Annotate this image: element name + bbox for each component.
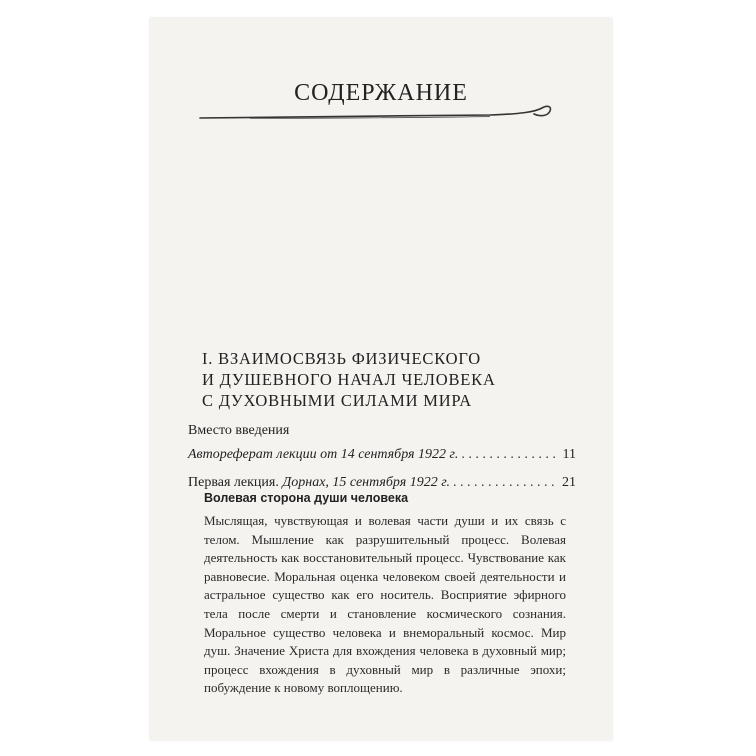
part-heading-line-3: С ДУХОВНЫМИ СИЛАМИ МИРА — [202, 391, 472, 410]
toc-entry-autoreferat[interactable] — [188, 446, 576, 464]
leader-dots — [453, 474, 557, 492]
toc-entry-first-lecture-title: Первая лекция. — [188, 475, 279, 490]
section-title: Волевая сторона души человека — [204, 491, 409, 505]
toc-entry-autoreferat-page: 11 — [562, 447, 576, 462]
part-heading-line-1: I. ВЗАИМОСВЯЗЬ ФИЗИЧЕСКОГО — [202, 349, 481, 368]
leader-dots — [461, 446, 557, 464]
part-heading-line-2: И ДУШЕВНОГО НАЧАЛ ЧЕЛОВЕКА — [202, 370, 496, 389]
toc-entry-first-lecture-page: 21 — [562, 475, 576, 490]
toc-entry-first-lecture-subtitle: Дорнах, 15 сентября 1922 г. — [282, 475, 451, 490]
toc-entry-introduction[interactable] — [188, 422, 576, 440]
contents-title: СОДЕРЖАНИЕ — [294, 80, 468, 106]
page-content — [150, 18, 612, 740]
book-page — [150, 18, 612, 740]
section-summary: Мыслящая, чувствующая и волевая части души и их связь с телом. Мышление как разрушительный процесс. Волевая деятельность как восстановительный процесс. Чувствование как равновесие. Моральная оценка человеком своей деятельности и астральное существо как его носитель. Восприятие эфирного тела после смерти и становление космического сознания. Моральное существо человека и внеморальный космос. Мир душ. Значение Христа для вхождения человека в духовный мир; процесс вхождения в духовный мир в различные эпохи; побуждение к новому воплощению. — [204, 513, 566, 696]
part-heading — [202, 348, 532, 411]
toc-entry-autoreferat-subtitle: Автореферат лекции от 14 сентября 1922 г. — [188, 447, 459, 462]
title-flourish-ornament — [190, 102, 570, 132]
toc-entry-introduction-title: Вместо введения — [188, 423, 290, 438]
toc-entry-first-lecture[interactable] — [188, 474, 576, 492]
